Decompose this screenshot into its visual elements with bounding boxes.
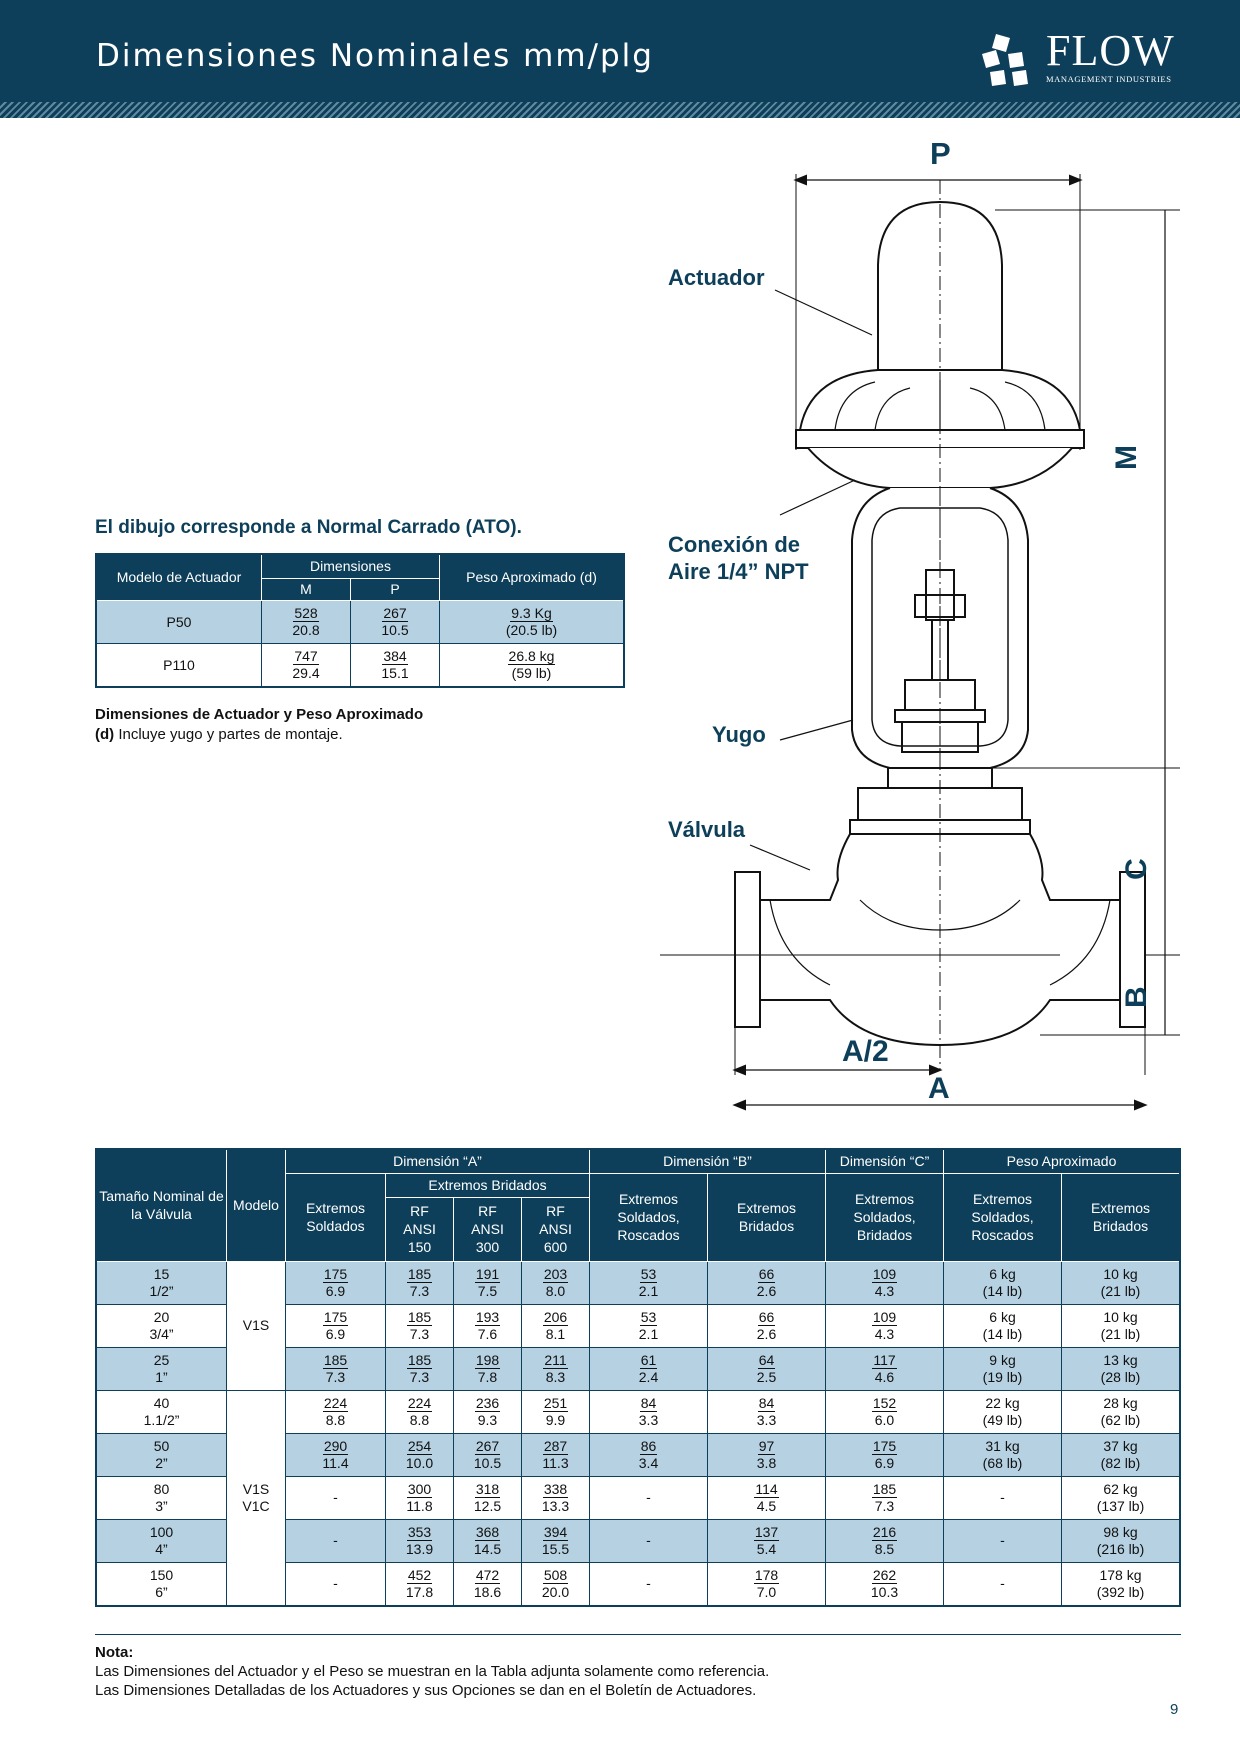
label-valvula: Válvula xyxy=(668,817,746,842)
th-a-flanged: Extremos Bridados xyxy=(386,1173,590,1197)
valve-drawing xyxy=(660,136,1200,1120)
cell-a-rf150: $\frac{185}{7.3}$ xyxy=(386,1261,454,1304)
cell-a-rf600: $\frac{287}{11.3}$ xyxy=(522,1433,590,1476)
header-stripe xyxy=(0,102,1240,118)
cell-m: $\frac{747}{29.4}$ xyxy=(262,643,351,687)
cell-a-welded: - xyxy=(286,1476,386,1519)
cell-a-rf600: $\frac{338}{13.3}$ xyxy=(522,1476,590,1519)
actuator-caption-title: Dimensiones de Actuador y Peso Aproximado xyxy=(95,706,424,723)
cell-a-rf150: $\frac{224}{8.8}$ xyxy=(386,1390,454,1433)
cell-model: V1S V1C xyxy=(227,1390,286,1606)
cell-weight-flanged: 37 kg (82 lb) xyxy=(1062,1433,1181,1476)
cell-weight: $\frac{26.8 kg}{(59 lb)}$ xyxy=(440,643,625,687)
cell-weight: $\frac{9.3 Kg}{(20.5 lb)}$ xyxy=(440,600,625,643)
cell-c: $\frac{109}{4.3}$ xyxy=(826,1261,944,1304)
cell-weight-flanged: 10 kg (21 lb) xyxy=(1062,1261,1181,1304)
cell-size: 15 1/2” xyxy=(96,1261,227,1304)
cell-b-welded: - xyxy=(590,1476,708,1519)
th-weight: Peso Aproximado (d) xyxy=(440,554,625,600)
cell-weight-welded: 6 kg (14 lb) xyxy=(944,1304,1062,1347)
cell-model: P110 xyxy=(96,643,262,687)
cell-weight-welded: - xyxy=(944,1562,1062,1606)
table-row xyxy=(96,600,624,643)
nota-line-1: Las Dimensiones del Actuador y el Peso se muestran en la Tabla adjunta solamente como referencia. xyxy=(95,1663,770,1680)
label-a: A xyxy=(928,1072,950,1105)
cell-b-welded: $\frac{61}{2.4}$ xyxy=(590,1347,708,1390)
th-rf300: RF ANSI 300 xyxy=(454,1197,522,1261)
cell-size: 150 6” xyxy=(96,1562,227,1606)
cell-b-welded: $\frac{53}{2.1}$ xyxy=(590,1261,708,1304)
cell-a-welded: $\frac{290}{11.4}$ xyxy=(286,1433,386,1476)
cell-b-flanged: $\frac{114}{4.5}$ xyxy=(708,1476,826,1519)
label-p: P xyxy=(930,136,951,171)
table-row xyxy=(96,643,624,687)
cell-a-rf300: $\frac{193}{7.6}$ xyxy=(454,1304,522,1347)
cell-m: $\frac{528}{20.8}$ xyxy=(262,600,351,643)
cell-a-rf150: $\frac{353}{13.9}$ xyxy=(386,1519,454,1562)
cell-b-flanged: $\frac{97}{3.8}$ xyxy=(708,1433,826,1476)
page-title: Dimensiones Nominales mm/plg xyxy=(96,38,654,74)
th-model: Modelo xyxy=(227,1149,286,1261)
cell-a-rf300: $\frac{267}{10.5}$ xyxy=(454,1433,522,1476)
cell-b-welded: - xyxy=(590,1562,708,1606)
th-dim-c: Dimensión “C” xyxy=(826,1149,944,1173)
logo-subtitle: MANAGEMENT INDUSTRIES xyxy=(1046,74,1172,84)
cell-a-rf600: $\frac{251}{9.9}$ xyxy=(522,1390,590,1433)
cell-size: 80 3” xyxy=(96,1476,227,1519)
cell-a-welded: $\frac{175}{6.9}$ xyxy=(286,1304,386,1347)
th-dim-b: Dimensión “B” xyxy=(590,1149,826,1173)
cell-weight-welded: 22 kg (49 lb) xyxy=(944,1390,1062,1433)
cell-b-welded: - xyxy=(590,1519,708,1562)
cell-c: $\frac{109}{4.3}$ xyxy=(826,1304,944,1347)
cell-a-rf600: $\frac{206}{8.1}$ xyxy=(522,1304,590,1347)
th-weight: Peso Aproximado xyxy=(944,1149,1181,1173)
th-w-welded: Extremos Soldados, Roscados xyxy=(944,1173,1062,1261)
th-dim-a: Dimensión “A” xyxy=(286,1149,590,1173)
cell-a-welded: $\frac{224}{8.8}$ xyxy=(286,1390,386,1433)
cell-a-rf600: $\frac{203}{8.0}$ xyxy=(522,1261,590,1304)
cell-weight-welded: - xyxy=(944,1519,1062,1562)
th-b-welded: Extremos Soldados, Roscados xyxy=(590,1173,708,1261)
th-dimensions: Dimensiones xyxy=(262,554,440,578)
label-actuador: Actuador xyxy=(668,265,765,290)
label-a-half: A/2 xyxy=(842,1035,889,1068)
cell-a-welded: - xyxy=(286,1562,386,1606)
nota-title: Nota: xyxy=(95,1644,134,1661)
cell-weight-welded: 6 kg (14 lb) xyxy=(944,1261,1062,1304)
th-rf150: RF ANSI 150 xyxy=(386,1197,454,1261)
cell-a-rf150: $\frac{185}{7.3}$ xyxy=(386,1347,454,1390)
flow-logo xyxy=(978,28,1188,90)
cell-a-rf300: $\frac{472}{18.6}$ xyxy=(454,1562,522,1606)
cell-a-welded: $\frac{185}{7.3}$ xyxy=(286,1347,386,1390)
th-b-flanged: Extremos Bridados xyxy=(708,1173,826,1261)
th-c-welded: Extremos Soldados, Bridados xyxy=(826,1173,944,1261)
cell-weight-welded: 9 kg (19 lb) xyxy=(944,1347,1062,1390)
cell-a-rf600: $\frac{394}{15.5}$ xyxy=(522,1519,590,1562)
cell-a-rf150: $\frac{452}{17.8}$ xyxy=(386,1562,454,1606)
cell-b-welded: $\frac{84}{3.3}$ xyxy=(590,1390,708,1433)
label-yugo: Yugo xyxy=(712,722,766,747)
cell-weight-flanged: 28 kg (62 lb) xyxy=(1062,1390,1181,1433)
cell-a-rf150: $\frac{185}{7.3}$ xyxy=(386,1304,454,1347)
cell-weight-welded: - xyxy=(944,1476,1062,1519)
th-m: M xyxy=(262,578,351,600)
label-conexion-1: Conexión de xyxy=(668,532,801,557)
cell-weight-flanged: 98 kg (216 lb) xyxy=(1062,1519,1181,1562)
th-actuator-model: Modelo de Actuador xyxy=(96,554,262,600)
table-row xyxy=(96,1261,1180,1304)
cell-model: V1S xyxy=(227,1261,286,1390)
cell-b-flanged: $\frac{64}{2.5}$ xyxy=(708,1347,826,1390)
cell-b-flanged: $\frac{66}{2.6}$ xyxy=(708,1261,826,1304)
cell-weight-welded: 31 kg (68 lb) xyxy=(944,1433,1062,1476)
cell-a-rf300: $\frac{236}{9.3}$ xyxy=(454,1390,522,1433)
cell-b-flanged: $\frac{137}{5.4}$ xyxy=(708,1519,826,1562)
actuator-table xyxy=(95,553,625,688)
cell-p: $\frac{384}{15.1}$ xyxy=(351,643,440,687)
cell-b-flanged: $\frac{66}{2.6}$ xyxy=(708,1304,826,1347)
label-c: C xyxy=(1120,858,1153,880)
cell-weight-flanged: 62 kg (137 lb) xyxy=(1062,1476,1181,1519)
cell-c: $\frac{152}{6.0}$ xyxy=(826,1390,944,1433)
label-m: M xyxy=(1110,445,1143,470)
cell-a-rf150: $\frac{254}{10.0}$ xyxy=(386,1433,454,1476)
valve-dimensions-table xyxy=(95,1148,1181,1607)
footer-note xyxy=(95,1643,769,1700)
cell-weight-flanged: 10 kg (21 lb) xyxy=(1062,1304,1181,1347)
cell-c: $\frac{216}{8.5}$ xyxy=(826,1519,944,1562)
cell-size: 20 3/4” xyxy=(96,1304,227,1347)
cell-a-welded: - xyxy=(286,1519,386,1562)
cell-b-welded: $\frac{86}{3.4}$ xyxy=(590,1433,708,1476)
cell-b-flanged: $\frac{178}{7.0}$ xyxy=(708,1562,826,1606)
table-row xyxy=(96,1390,1180,1433)
page-number: 9 xyxy=(1170,1701,1179,1718)
th-rf600: RF ANSI 600 xyxy=(522,1197,590,1261)
th-size: Tamaño Nominal de la Válvula xyxy=(96,1149,227,1261)
nota-line-2: Las Dimensiones Detalladas de los Actuadores y sus Opciones se dan en el Boletín de Actuadores. xyxy=(95,1682,757,1699)
cell-a-rf300: $\frac{191}{7.5}$ xyxy=(454,1261,522,1304)
cell-c: $\frac{175}{6.9}$ xyxy=(826,1433,944,1476)
cell-c: $\frac{262}{10.3}$ xyxy=(826,1562,944,1606)
label-b: B xyxy=(1120,986,1153,1008)
actuator-caption-note: (d) Incluye yugo y partes de montaje. xyxy=(95,726,343,743)
footer-divider xyxy=(95,1634,1181,1635)
cell-b-welded: $\frac{53}{2.1}$ xyxy=(590,1304,708,1347)
cell-model: P50 xyxy=(96,600,262,643)
cell-b-flanged: $\frac{84}{3.3}$ xyxy=(708,1390,826,1433)
th-a-welded: Extremos Soldados xyxy=(286,1173,386,1261)
cell-a-rf150: $\frac{300}{11.8}$ xyxy=(386,1476,454,1519)
cell-size: 50 2” xyxy=(96,1433,227,1476)
cell-a-rf300: $\frac{368}{14.5}$ xyxy=(454,1519,522,1562)
cubes-logo-icon xyxy=(978,30,1038,90)
cell-a-rf600: $\frac{508}{20.0}$ xyxy=(522,1562,590,1606)
cell-a-rf300: $\frac{198}{7.8}$ xyxy=(454,1347,522,1390)
cell-weight-flanged: 178 kg (392 lb) xyxy=(1062,1562,1181,1606)
label-conexion-2: Aire 1/4” NPT xyxy=(668,559,809,584)
cell-weight-flanged: 13 kg (28 lb) xyxy=(1062,1347,1181,1390)
cell-size: 25 1” xyxy=(96,1347,227,1390)
page-header xyxy=(0,0,1240,118)
cell-c: $\frac{117}{4.6}$ xyxy=(826,1347,944,1390)
cell-size: 100 4” xyxy=(96,1519,227,1562)
cell-a-welded: $\frac{175}{6.9}$ xyxy=(286,1261,386,1304)
cell-p: $\frac{267}{10.5}$ xyxy=(351,600,440,643)
cell-a-rf600: $\frac{211}{8.3}$ xyxy=(522,1347,590,1390)
cell-a-rf300: $\frac{318}{12.5}$ xyxy=(454,1476,522,1519)
cell-c: $\frac{185}{7.3}$ xyxy=(826,1476,944,1519)
th-w-flanged: Extremos Bridados xyxy=(1062,1173,1181,1261)
th-p: P xyxy=(351,578,440,600)
logo-brand: FLOW xyxy=(1046,26,1175,75)
drawing-note: El dibujo corresponde a Normal Carrado (ATO). xyxy=(95,517,522,538)
cell-size: 40 1.1/2” xyxy=(96,1390,227,1433)
